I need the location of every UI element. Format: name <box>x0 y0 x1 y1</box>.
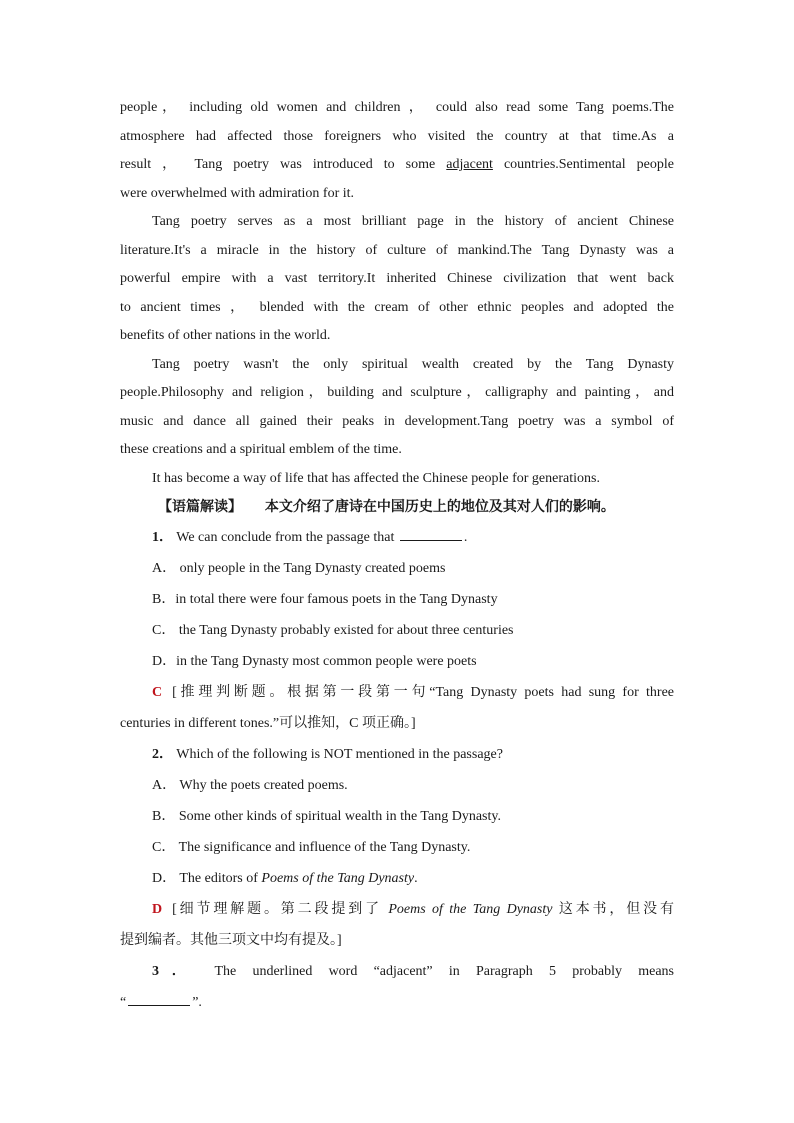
explanation-text: [细节理解题。第二段提到了 <box>172 902 389 917</box>
explanation-text: 这本书，但没有 <box>552 902 674 917</box>
text-line: benefits of other nations in the world. <box>120 328 331 343</box>
question-number: 1． <box>152 530 173 545</box>
text-span: . <box>414 871 418 886</box>
explanation-text: [推理判断题。根据第一段第一句“Tang Dynasty poets had sung for three <box>172 685 674 700</box>
text-line: It has become a way of life that has affected the Chinese people for generations. <box>152 470 600 486</box>
option-c: C． the Tang Dynasty probably existed for about three centuries <box>152 623 514 638</box>
question-number: 2． <box>152 747 173 762</box>
question-text: Which of the following is NOT mentioned in the passage? <box>176 747 503 762</box>
answer-explanation <box>120 894 674 956</box>
passage-paragraph-2 <box>120 208 674 351</box>
question-stem <box>120 739 674 770</box>
passage-paragraph-3 <box>120 351 674 465</box>
passage-analysis <box>120 493 674 522</box>
text-line: literature.It's a miracle in the history of culture of mankind.The Tang Dynasty was a <box>120 242 674 258</box>
text-line: 提到编者。其他三项文中均有提及。] <box>120 933 342 948</box>
passage-paragraph-1 <box>120 94 674 208</box>
text-line: atmosphere had affected those foreigners who visited the country at that time.As a <box>120 128 674 144</box>
question-text: We can conclude from the passage that <box>176 530 395 545</box>
question-number: 3． <box>152 964 199 979</box>
analysis-text: 本文介绍了唐诗在中国历史上的地位及其对人们的影响。 <box>264 499 615 515</box>
underlined-word: adjacent <box>446 157 493 172</box>
text-line: Tang poetry wasn't the only spiritual wealth created by the Tang Dynasty <box>152 356 674 372</box>
close-quote: ”. <box>192 995 202 1010</box>
text-span: result ， Tang poetry was introduced to some <box>120 157 447 172</box>
text-line: powerful empire with a vast territory.It inherited Chinese civilization that went back <box>120 271 674 286</box>
option-d <box>120 863 674 894</box>
document-page <box>120 94 674 1018</box>
question-stem: 1． We can conclude from the passage that . <box>120 522 674 553</box>
option-c: C． The significance and influence of the Tang Dynasty. <box>152 840 471 855</box>
option-a: A． only people in the Tang Dynasty created poems <box>152 561 446 576</box>
analysis-label: 【语篇解读】 <box>158 499 242 515</box>
option-d: D．in the Tang Dynasty most common people were poets <box>152 654 477 669</box>
answer-blank <box>400 526 462 541</box>
book-title: Poems of the Tang Dynasty <box>388 902 553 917</box>
question-stem <box>120 956 674 987</box>
text-line: these creations and a spiritual emblem of the time. <box>120 442 402 457</box>
text-line: people， including old women and children ， could also read some Tang poems.The <box>120 100 674 115</box>
passage-paragraph-4 <box>120 465 674 494</box>
option-b: B． Some other kinds of spiritual wealth in the Tang Dynasty. <box>152 809 501 824</box>
question-stem-continued <box>120 987 674 1018</box>
text-line: music and dance all gained their peaks in development.Tang poetry was a symbol of <box>120 413 674 429</box>
question-3 <box>120 956 674 1018</box>
text-line: to ancient times ， blended with the cream of other ethnic peoples and adopted the <box>120 299 674 315</box>
text-line: centuries in different tones.”可以推知，C 项正确。] <box>120 716 416 731</box>
open-quote: “ <box>120 995 127 1010</box>
answer-letter: D <box>152 902 163 917</box>
option-b: B．in total there were four famous poets in the Tang Dynasty <box>152 592 498 607</box>
text-span: D． The editors of <box>152 871 262 886</box>
text-line: Tang poetry serves as a most brilliant page in the history of ancient Chinese <box>152 214 674 229</box>
text-line: people.Philosophy and religion，building and sculpture，calligraphy and painting，and <box>120 385 674 400</box>
text-line <box>120 894 674 925</box>
text-line <box>120 151 674 180</box>
answer-letter: C <box>152 685 163 700</box>
question-text: The underlined word “adjacent” in Paragraph 5 probably means <box>214 964 674 979</box>
text-span: countries.Sentimental people <box>492 157 674 172</box>
answer-blank <box>128 991 190 1006</box>
text-line <box>120 677 674 708</box>
question-1 <box>120 522 674 739</box>
text-line: were overwhelmed with admiration for it. <box>120 185 355 201</box>
option-a: A． Why the poets created poems. <box>152 778 348 793</box>
question-2 <box>120 739 674 956</box>
answer-explanation <box>120 677 674 739</box>
book-title: Poems of the Tang Dynasty <box>261 871 415 886</box>
